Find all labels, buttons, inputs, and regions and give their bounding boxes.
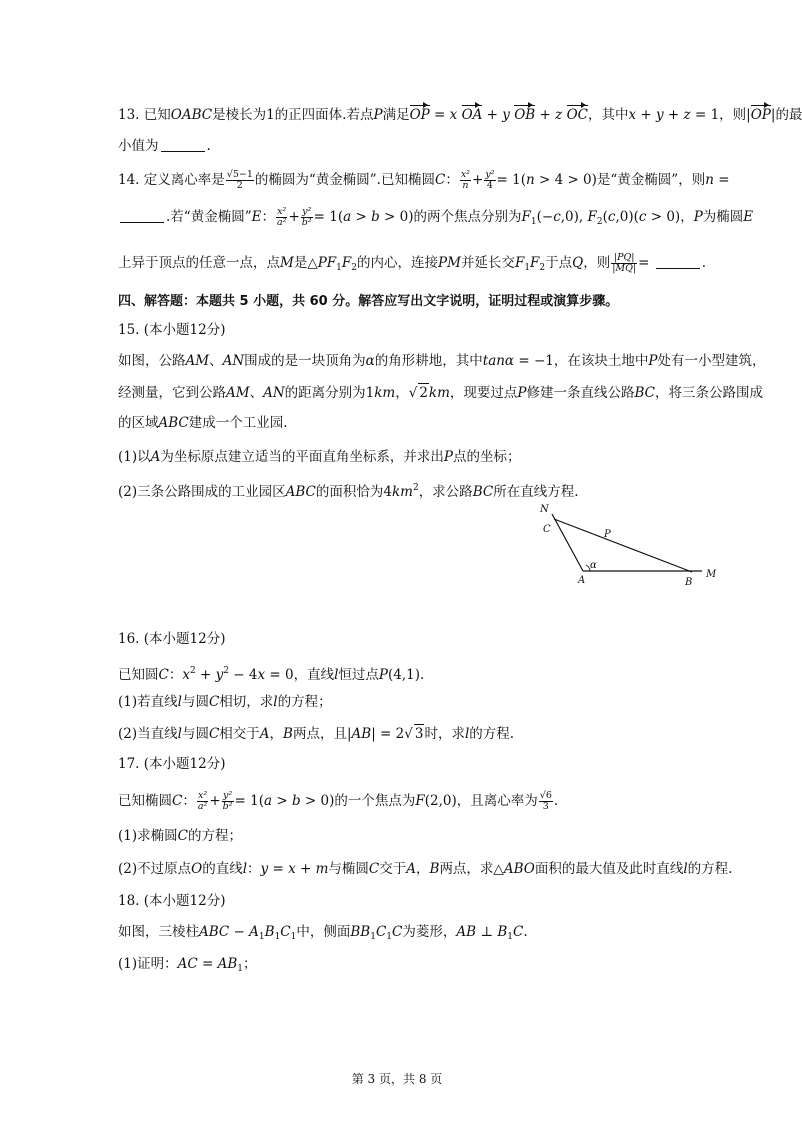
q18-heading: 18. (本小题12分)	[118, 893, 226, 909]
q17-part-2: (2)不过原点O的直线l：y = x + m与椭圆C交于A，B两点，求△ABO面积的最大值及此时直线l的方程.	[118, 861, 733, 877]
q15-line-2: 经测量，它到公路AM、AN的距离分别为1km，√ 2km，现要过点P修建一条直线公路BC，将三条公路围成	[118, 385, 764, 401]
q16-line-1: 已知圆C：$x^2 + y^2 - 4x = 0$，直线l恒过点P(4,1).	[118, 666, 425, 683]
label-P: P	[604, 529, 611, 540]
q14-line-1: 14. 定义离心率是 $\frac{√5-1}{2}$ 的椭圆为“黄金椭圆”.已知椭圆C： $\frac{\text{x²}}{n}$ + $\frac{\text{y²}}{4}$ = 1(n > 4 > 0)是“黄金椭圆”，则n =	[118, 169, 730, 191]
q14-line-2: .若“黄金椭圆”E： $\frac{\text{x²}}{\text{a²}}$ + $\frac{\text{y²}}{\text{b²}}$ = 1(a > b > 0)的两个焦点分别为$F_1(-c,0)$, $F_2(c,0)(c > 0)$，P为椭圆E	[118, 207, 718, 231]
answer-blank	[656, 256, 700, 269]
q15-line-1: 如图，公路AM、AN围成的是一块顶角为α的角形耕地，其中tanα = −1，在该块土地中P处有一小型建筑，	[118, 353, 766, 369]
road-AN	[552, 514, 583, 571]
q16-part-1: (1)若直线l与圆C相切，求l的方程；	[118, 694, 332, 710]
q15-part-1: (1)以A为坐标原点建立适当的平面直角坐标系，并求出P点的坐标；	[118, 449, 521, 465]
q15-line-3: 的区域ABC建成一个工业园.	[118, 415, 288, 431]
q17-line-1: 已知椭圆C： $\frac{\text{x²}}{\text{a²}}$ + $\frac{\text{y²}}{\text{b²}}$ = 1(a > b > 0)的一个焦点为F(2,0)，且离心率为 $\frac{√6}{3}$ .	[118, 790, 559, 812]
label-M: M	[706, 569, 717, 580]
q15-heading: 15. (本小题12分)	[118, 322, 226, 338]
triangle-figure	[530, 502, 730, 592]
label-alpha: α	[590, 560, 597, 571]
q13-line-2: 小值为 .	[118, 138, 211, 154]
answer-blank	[120, 210, 164, 223]
q14-line-3: 上异于顶点的任意一点，点M是$\triangle PF_1F_2$的内心，连接PM并延长交$F_1F_2$于点Q，则 $\frac{|PQ|}{|MQ|}$ = .	[118, 252, 707, 274]
q15-part-2: (2)三条公路围成的工业园区ABC的面积恰为$4km^2$，求公路BC所在直线方程.	[118, 483, 579, 500]
q13-line-1: 13. 已知OABC是棱长为1的正四面体.若点P满足OP = x OA + y OB + z OC，其中x + y + z = 1，则|OP|的最	[118, 107, 802, 123]
label-B: B	[685, 577, 693, 588]
q16-part-2: (2)当直线l与圆C相交于A，B两点，且|AB| = 2√ 3时，求l的方程.	[118, 726, 515, 742]
label-A: A	[578, 575, 586, 586]
q17-heading: 17. (本小题12分)	[118, 756, 226, 772]
label-N: N	[540, 504, 549, 515]
answer-blank	[161, 139, 205, 152]
q18-line-1: 如图，三棱柱ABC − $A_1B_1C_1$中，侧面$BB_1C_1C$为菱形，AB ⊥ $B_1C$.	[118, 924, 528, 942]
label-C: C	[543, 524, 551, 535]
q18-part-1: (1)证明：AC = $AB_1$；	[118, 956, 257, 974]
road-BC	[554, 519, 692, 572]
q16-heading: 16. (本小题12分)	[118, 631, 226, 647]
q17-part-1: (1)求椭圆C的方程；	[118, 828, 242, 844]
section-4-heading: 四、解答题：本题共 5 小题，共 60 分。解答应写出文字说明，证明过程或演算步骤。	[118, 294, 619, 309]
page-footer: 第 3 页，共 8 页	[351, 1072, 443, 1086]
